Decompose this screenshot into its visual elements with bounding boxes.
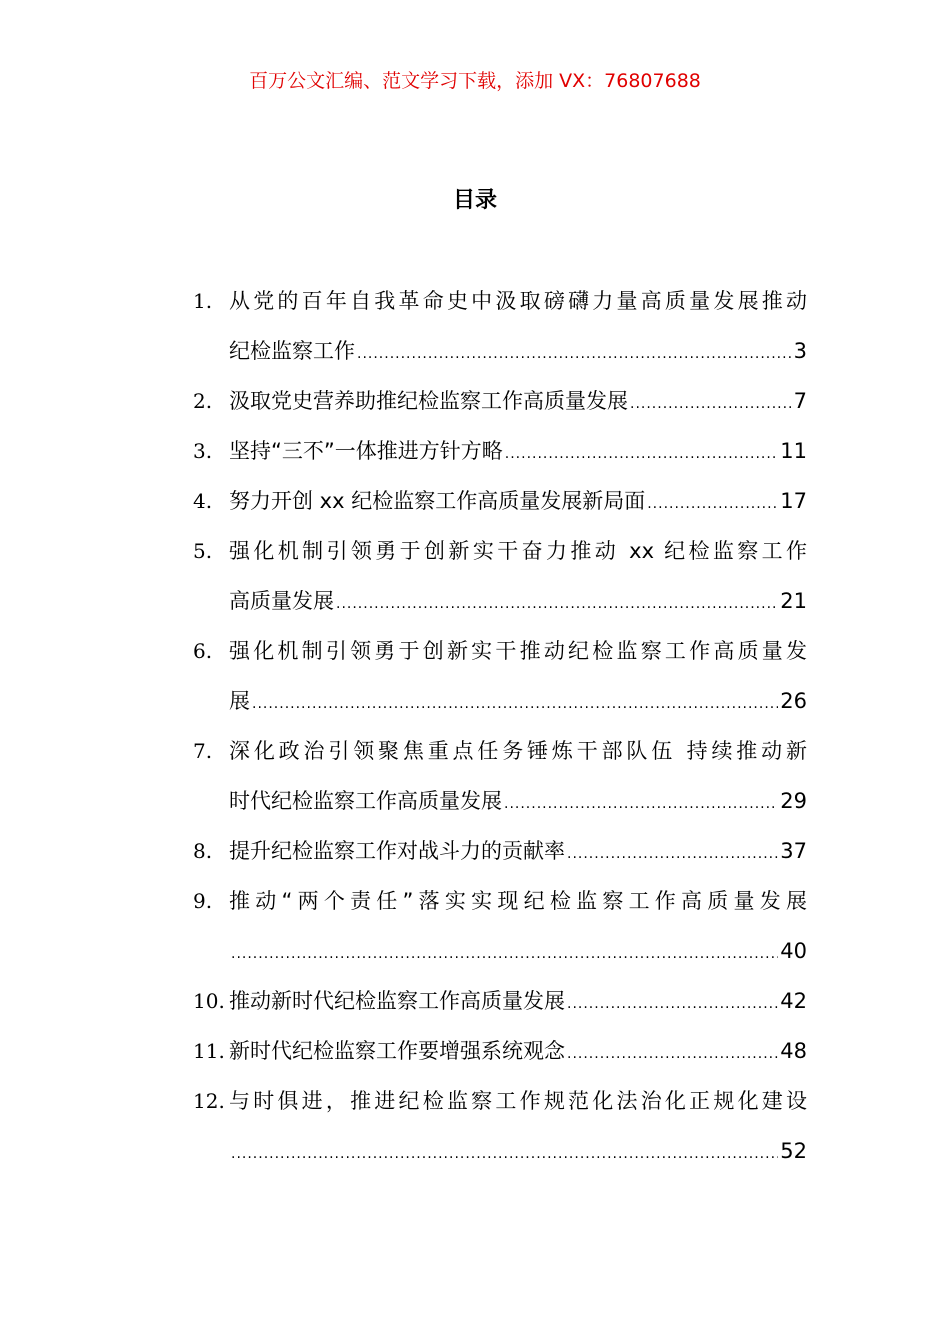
header-note: 百万公文汇编、范文学习下载，添加 VX：76807688 bbox=[249, 70, 701, 92]
toc-page-number: 7 bbox=[793, 389, 807, 413]
toc-entry-line bbox=[229, 426, 807, 476]
toc-entry-title-cont: 高质量发展 bbox=[229, 589, 334, 613]
toc-entry-continuation bbox=[229, 776, 807, 826]
toc-leader-dots bbox=[336, 579, 778, 626]
toc-leader-dots bbox=[231, 929, 778, 976]
toc-entry-12[interactable] bbox=[193, 1076, 807, 1176]
toc-entry-title-cont: 纪检监察工作 bbox=[229, 339, 355, 363]
toc-entry-title: 强化机制引领勇于创新实干推动纪检监察工作高质量发 bbox=[229, 639, 807, 663]
toc-entry-4[interactable] bbox=[193, 476, 807, 526]
toc-page-number: 52 bbox=[780, 1139, 807, 1163]
toc-entry-7[interactable] bbox=[193, 726, 807, 826]
toc-entry-line bbox=[229, 1026, 807, 1076]
toc-entry-number: 5. bbox=[193, 539, 213, 563]
toc-entry-continuation bbox=[229, 576, 807, 626]
toc-leader-dots bbox=[630, 379, 792, 426]
toc-leader-dots bbox=[252, 679, 778, 726]
toc-entry-number: 3. bbox=[193, 439, 213, 463]
toc-entry-line bbox=[229, 476, 807, 526]
toc-entry-title: 深化政治引领聚焦重点任务锤炼干部队伍 持续推动新 bbox=[229, 739, 807, 763]
toc-entry-number: 12. bbox=[193, 1089, 225, 1113]
toc-leader-dots bbox=[567, 829, 778, 876]
toc-leader-dots bbox=[567, 979, 778, 1026]
toc-leader-dots bbox=[647, 479, 778, 526]
toc-leader-dots bbox=[231, 1129, 778, 1176]
toc-entry-title: 推动“两个责任”落实实现纪检监察工作高质量发展 bbox=[229, 889, 807, 913]
toc-entry-title: 坚持“三不”一体推进方针方略 bbox=[229, 439, 503, 463]
toc-page-number: 42 bbox=[780, 989, 807, 1013]
toc-entry-title: 与时俱进，推进纪检监察工作规范化法治化正规化建设 bbox=[229, 1089, 807, 1113]
toc-entry-number: 1. bbox=[193, 289, 213, 313]
toc-page-number: 21 bbox=[780, 589, 807, 613]
toc-entry-2[interactable] bbox=[193, 376, 807, 426]
toc-entry-title-cont: 时代纪检监察工作高质量发展 bbox=[229, 789, 502, 813]
toc-entry-title-cont: 展 bbox=[229, 689, 250, 713]
toc-page-number: 29 bbox=[780, 789, 807, 813]
toc-entry-9[interactable] bbox=[193, 876, 807, 976]
toc-leader-dots bbox=[504, 779, 778, 826]
toc-entry-3[interactable] bbox=[193, 426, 807, 476]
toc-page-number: 11 bbox=[780, 439, 807, 463]
toc-leader-dots bbox=[505, 429, 779, 476]
toc-title: 目录 bbox=[452, 188, 497, 213]
toc-page-number: 26 bbox=[780, 689, 807, 713]
toc-entry-number: 7. bbox=[193, 739, 213, 763]
toc-entry-title: 提升纪检监察工作对战斗力的贡献率 bbox=[229, 839, 565, 863]
toc-entry-line bbox=[229, 376, 807, 426]
toc-entry-6[interactable] bbox=[193, 626, 807, 726]
toc-entry-title: 汲取党史营养助推纪检监察工作高质量发展 bbox=[229, 389, 628, 413]
toc-entry-continuation bbox=[229, 926, 807, 976]
toc-entry-10[interactable] bbox=[193, 976, 807, 1026]
toc-entry-continuation bbox=[229, 676, 807, 726]
toc-page-number: 40 bbox=[780, 939, 807, 963]
toc-entry-title: 新时代纪检监察工作要增强系统观念 bbox=[229, 1039, 565, 1063]
toc-entry-line bbox=[229, 976, 807, 1026]
toc-entry-1[interactable] bbox=[193, 276, 807, 376]
toc-entry-continuation bbox=[229, 326, 807, 376]
table-of-contents bbox=[193, 276, 807, 1176]
toc-entry-number: 2. bbox=[193, 389, 213, 413]
toc-entry-continuation bbox=[229, 1126, 807, 1176]
toc-entry-number: 8. bbox=[193, 839, 213, 863]
toc-entry-8[interactable] bbox=[193, 826, 807, 876]
toc-entry-title: 推动新时代纪检监察工作高质量发展 bbox=[229, 989, 565, 1013]
toc-entry-number: 4. bbox=[193, 489, 213, 513]
toc-entry-number: 10. bbox=[193, 989, 225, 1013]
toc-entry-5[interactable] bbox=[193, 526, 807, 626]
toc-entry-11[interactable] bbox=[193, 1026, 807, 1076]
toc-entry-title: 努力开创 xx 纪检监察工作高质量发展新局面 bbox=[229, 489, 646, 513]
toc-page-number: 37 bbox=[780, 839, 807, 863]
toc-page-number: 48 bbox=[780, 1039, 807, 1063]
toc-entry-title: 从党的百年自我革命史中汲取磅礴力量高质量发展推动 bbox=[229, 289, 807, 313]
toc-leader-dots bbox=[357, 329, 792, 376]
toc-page-number: 3 bbox=[793, 339, 807, 363]
toc-entry-line bbox=[229, 826, 807, 876]
toc-entry-number: 6. bbox=[193, 639, 213, 663]
toc-entry-number: 9. bbox=[193, 889, 213, 913]
toc-page-number: 17 bbox=[780, 489, 807, 513]
toc-entry-number: 11. bbox=[193, 1039, 225, 1063]
toc-leader-dots bbox=[567, 1029, 778, 1076]
toc-entry-title: 强化机制引领勇于创新实干奋力推动 xx 纪检监察工作 bbox=[229, 539, 807, 563]
